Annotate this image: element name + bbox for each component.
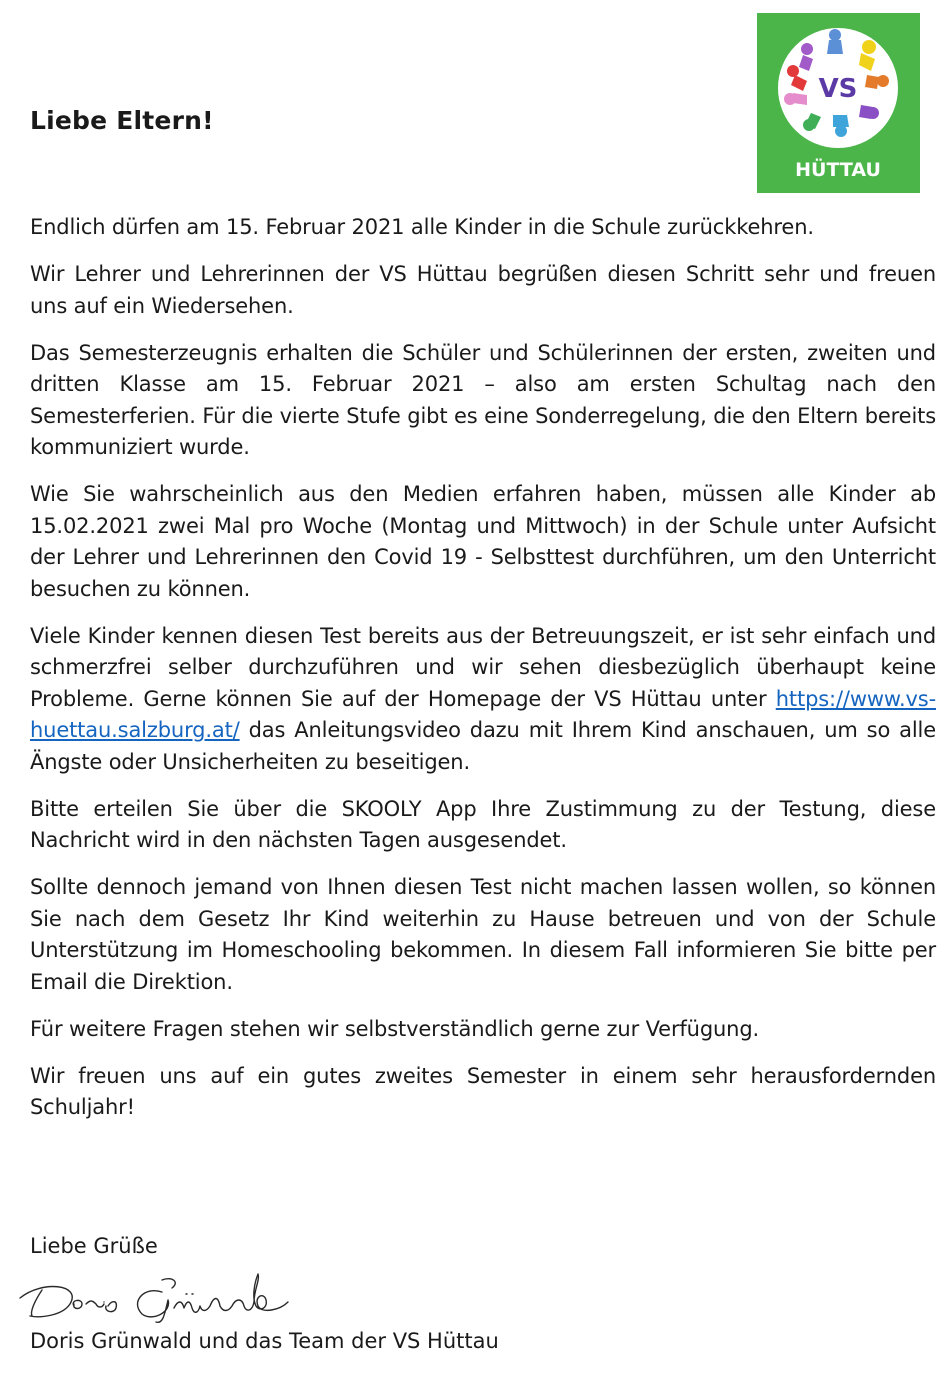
paragraph-5 [30, 621, 936, 779]
svg-text:VS: VS [818, 74, 858, 104]
school-logo [757, 13, 920, 193]
paragraph-6: Bitte erteilen Sie über die SKOOLY App Ihre Zustimmung zu der Testung, diese Nachricht wird in den nächsten Tagen ausgesendet. [30, 796, 936, 852]
paragraph-5-text-before: Viele Kinder kennen diesen Test bereits aus der Betreuungszeit, er ist sehr einfach und schmerzfrei selber durchzuführen und wir sehen diesbezüglich überhaupt keine Probleme. Gerne können Sie auf der Homepage der VS Hüttau unter [30, 623, 936, 711]
paragraph-7: Sollte dennoch jemand von Ihnen diesen Test nicht machen lassen wollen, so können Sie nach dem Gesetz Ihr Kind weiterhin zu Hause betreuen und von der Schule Unterstützung im Homeschooling bekommen. In diesem Fall informieren Sie bitte per Email die Direktion. [30, 875, 936, 994]
paragraph-3: Das Semesterzeugnis erhalten die Schüler und Schülerinnen der ersten, zweiten und dritten Klasse am 15. Februar 2021 – also am ersten Schultag nach den Semesterferien. Für die vierte Stufe gibt es eine Sonderregelung, die den Eltern bereits kommuniziert wurde. [30, 340, 936, 459]
sender-name: Doris Grünwald und das Team der VS Hüttau [30, 1329, 499, 1353]
greeting-heading: Liebe Eltern! [30, 106, 214, 135]
paragraph-2: Wir Lehrer und Lehrerinnen der VS Hüttau begrüßen diesen Schritt sehr und freuen uns auf ein Wiedersehen. [30, 262, 936, 318]
logo-text: HÜTTAU [795, 159, 881, 181]
homepage-link[interactable]: https://www.vs-huettau.salzburg.at/ [30, 686, 936, 742]
paragraph-9: Wir freuen uns auf ein gutes zweites Semester in einem sehr herausfordernden Schuljahr! [30, 1063, 936, 1119]
handwritten-signature [12, 1272, 322, 1324]
paragraph-8: Für weitere Fragen stehen wir selbstverständlich gerne zur Verfügung. [30, 1016, 760, 1041]
paragraph-4: Wie Sie wahrscheinlich aus den Medien erfahren haben, müssen alle Kinder ab 15.02.2021 zwei Mal pro Woche (Montag und Mittwoch) in der Schule unter Aufsicht der Lehrer und Lehrerinnen den Covid 19 - Selbsttest durchführen, um den Unterricht besuchen zu können. [30, 482, 936, 601]
paragraph-1: Endlich dürfen am 15. Februar 2021 alle Kinder in die Schule zurückkehren. [30, 215, 814, 239]
closing-greeting: Liebe Grüße [30, 1234, 158, 1258]
letter-body [30, 212, 936, 1139]
paragraph-5-text-after: das Anleitungsvideo dazu mit Ihrem Kind anschauen, um so alle Ängste oder Unsicherheiten zu beseitigen. [30, 718, 936, 774]
